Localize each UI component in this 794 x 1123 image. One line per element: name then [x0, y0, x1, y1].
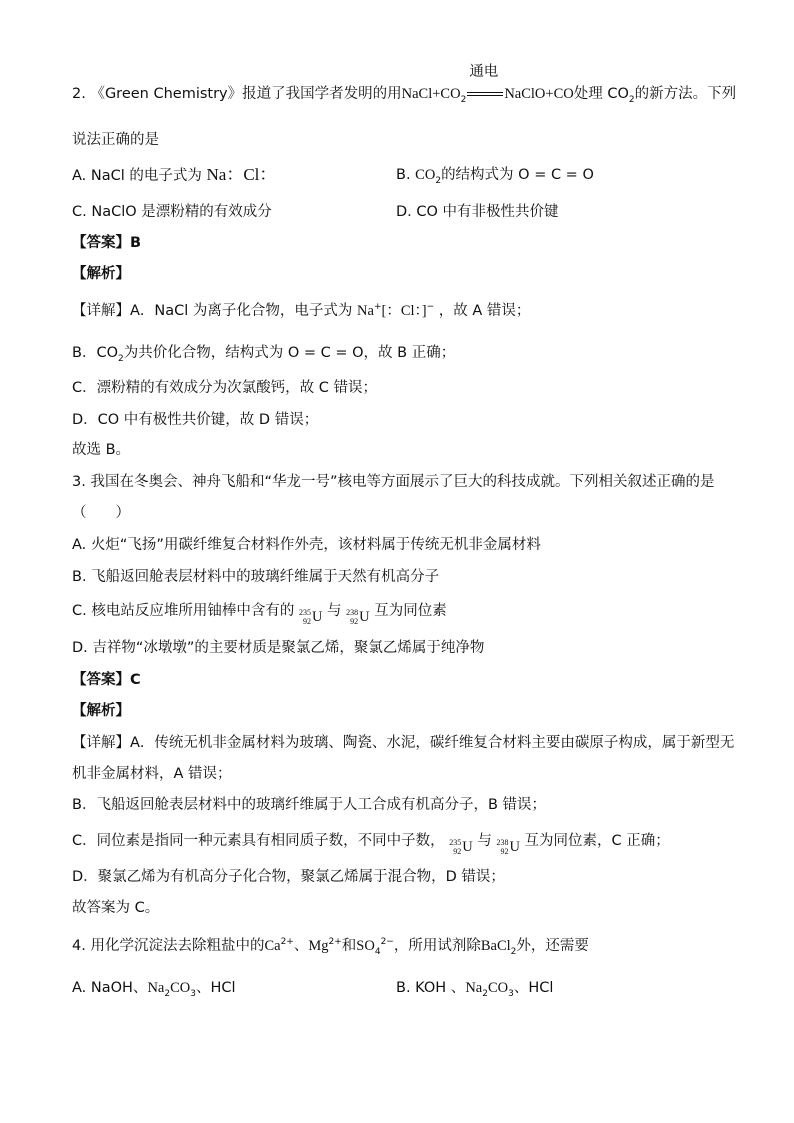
q2-detail-b: [72, 343, 455, 363]
q4-option-b-co: CO: [487, 980, 509, 996]
q2-detail-a-formula: Na: [357, 303, 374, 319]
q3-option-c-text: C. 核电站反应堆所用铀棒中含有的: [72, 603, 295, 619]
q4-option-a-sub2: 2: [164, 988, 171, 999]
nuclide-mass: 238: [346, 608, 359, 617]
q4-sep2: 和: [341, 938, 357, 954]
q2-stem-mid: 处理 CO: [573, 86, 629, 102]
q2-detail-b-sub: 2: [118, 353, 124, 364]
q3-paren: （ ）: [72, 505, 130, 521]
q4-option-b-na: Na: [465, 980, 483, 996]
q2-option-d: D. CO 中有非极性共价键: [396, 204, 559, 220]
q4-option-b-sub3: 3: [508, 988, 514, 999]
q4-option-b-tail: 、HCl: [513, 980, 554, 996]
q4-option-a-text: A. NaOH、: [72, 980, 148, 996]
q4-sep1: 、: [293, 938, 309, 954]
q2-conclusion: 故选 B。: [72, 442, 131, 458]
q3-option-c-tail: 互为同位素: [374, 603, 447, 619]
q2-answer: 【答案】B: [72, 235, 142, 251]
q3-option-c: [72, 601, 447, 627]
q4-ion-so4: SO: [356, 938, 375, 954]
q4-option-a: [72, 978, 236, 998]
q2-eq-left: NaCl+CO: [401, 86, 461, 102]
q3-option-b: B. 飞船返回舱表层材料中的玻璃纤维属于天然有机高分子: [72, 569, 440, 585]
nuclide-u238-detail: [496, 837, 519, 857]
q2-detail-d: D．CO 中有极性共价键，故 D 错误；: [72, 412, 319, 428]
q4-ion-so4-charge: 2−: [380, 937, 394, 948]
q4-stem-tail: 外，还需要: [516, 938, 589, 954]
q2-stem-text: 2. 《Green Chemistry》报道了我国学者发明的用: [72, 86, 402, 102]
q2-option-b-label: B.: [396, 167, 411, 183]
q2-option-b-tail: 的结构式为 O = C = O: [441, 167, 594, 183]
q3-option-d: D. 吉祥物“冰墩墩”的主要材质是聚氯乙烯，聚氯乙烯属于纯净物: [72, 640, 485, 656]
nuclide-z: 92: [500, 847, 509, 856]
nuclide-mass: 238: [496, 838, 509, 847]
q2-analysis-heading: 【解析】: [72, 266, 130, 282]
q2-detail-a-tail: ，故 A 错误；: [438, 303, 531, 319]
q3-option-a: A. 火炬“飞扬”用碳纤维复合材料作外壳，该材料属于传统无机非金属材料: [72, 537, 541, 553]
q2-detail-b-text: B．CO: [72, 345, 118, 361]
q3-answer: 【答案】C: [72, 672, 141, 688]
q4-option-a-na: Na: [147, 980, 165, 996]
q2-eq-right: NaClO+CO: [504, 86, 574, 102]
q2-option-b: [396, 165, 594, 185]
q3-detail-c: [72, 831, 670, 857]
q3-analysis-heading: 【解析】: [72, 703, 130, 719]
q2-stem-tail: 的新方法。下列: [634, 86, 737, 102]
q3-detail-a1: 【详解】A．传统无机非金属材料为玻璃、陶瓷、水泥，碳纤维复合材料主要由碳原子构成，属于新型无: [72, 735, 735, 751]
q4-stem-mid: ，所用试剂除: [393, 938, 481, 954]
nuclide-u235-detail: [449, 837, 472, 857]
q2-stem-line2: 说法正确的是: [72, 132, 159, 148]
q3-detail-b: B．飞船返回舱表层材料中的玻璃纤维属于人工合成有机高分子，B 错误；: [72, 797, 547, 813]
nuclide-mass: 235: [449, 838, 462, 847]
q4-stem-text: 4. 用化学沉淀法去除粗盐中的: [72, 938, 265, 954]
q2-option-c: C. NaClO 是漂粉精的有效成分: [72, 204, 272, 220]
q2-detail-a: [72, 301, 530, 321]
q2-detail-c: C．漂粉精的有效成分为次氯酸钙，故 C 错误；: [72, 380, 377, 396]
q2-option-a: [72, 165, 276, 186]
q3-detail-c-and: 与: [477, 833, 492, 849]
q4-ion-ca-charge: 2+: [280, 937, 294, 948]
q4-option-a-tail: 、HCl: [195, 980, 236, 996]
q2-option-b-formula: CO: [415, 167, 436, 183]
nuclide-u238: [346, 607, 369, 627]
q2-detail-a-bracket: [：Cl：]: [381, 303, 427, 319]
q2-detail-a-charge-minus: −: [426, 302, 435, 313]
q4-option-b-sub2: 2: [482, 988, 488, 999]
q4-option-a-sub3: 3: [190, 988, 196, 999]
q4-ion-ca: Ca: [264, 938, 281, 954]
nuclide-symbol: U: [509, 839, 520, 855]
q2-option-a-formula-text: Na：Cl：: [206, 165, 277, 184]
nuclide-symbol: U: [311, 609, 323, 625]
q2-option-a-formula: [207, 165, 277, 185]
q2-eq-condition: 通电: [469, 64, 499, 80]
nuclide-z: 92: [453, 847, 462, 856]
q3-stem: 3. 我国在冬奥会、神舟飞船和“华龙一号”核电等方面展示了巨大的科技成就。下列相关叙述正确的是: [72, 474, 715, 490]
q3-detail-a2: 机非金属材料，A 错误；: [72, 766, 232, 782]
q4-option-b: [396, 978, 553, 998]
q3-conclusion: 故答案为 C。: [72, 900, 160, 916]
nuclide-u235: [299, 607, 322, 627]
q2-detail-a-charge-plus: +: [373, 302, 382, 313]
q3-option-c-and: 与: [327, 603, 342, 619]
q4-stem: [72, 936, 589, 956]
q2-sub2: 2: [628, 94, 635, 105]
q3-detail-d: D．聚氯乙烯为有机高分子化合物，聚氯乙烯属于混合物，D 错误；: [72, 869, 505, 885]
nuclide-symbol: U: [462, 839, 473, 855]
nuclide-z: 92: [350, 617, 359, 626]
q4-ion-mg: Mg: [308, 938, 329, 954]
q2-detail-a-text: 【详解】A．NaCl 为离子化合物，电子式为: [72, 303, 353, 319]
q4-ion-so4-sub: 4: [374, 946, 381, 957]
nuclide-symbol: U: [359, 609, 370, 625]
q4-ion-mg-charge: 2+: [328, 937, 342, 948]
q2-option-b-sub: 2: [435, 175, 442, 186]
q2-sub: 2: [460, 94, 467, 105]
q4-option-b-text: B. KOH 、: [396, 980, 466, 996]
q2-electrolysis-sign: [467, 64, 503, 104]
q2-detail-b-tail: 为共价化合物，结构式为 O = C = O，故 B 正确；: [123, 345, 456, 361]
q3-detail-c-text: C．同位素是指同一种元素具有相同质子数，不同中子数，: [72, 833, 445, 849]
q4-reagent-sub: 2: [510, 946, 517, 957]
q4-reagent: BaCl: [480, 938, 511, 954]
nuclide-mass: 235: [298, 608, 311, 617]
q2-stem: [72, 64, 737, 105]
q2-option-a-text: A. NaCl 的电子式为: [72, 168, 202, 184]
q3-detail-c-tail: 互为同位素，C 正确；: [524, 833, 670, 849]
nuclide-z: 92: [302, 617, 311, 626]
q4-option-a-co: CO: [170, 980, 191, 996]
